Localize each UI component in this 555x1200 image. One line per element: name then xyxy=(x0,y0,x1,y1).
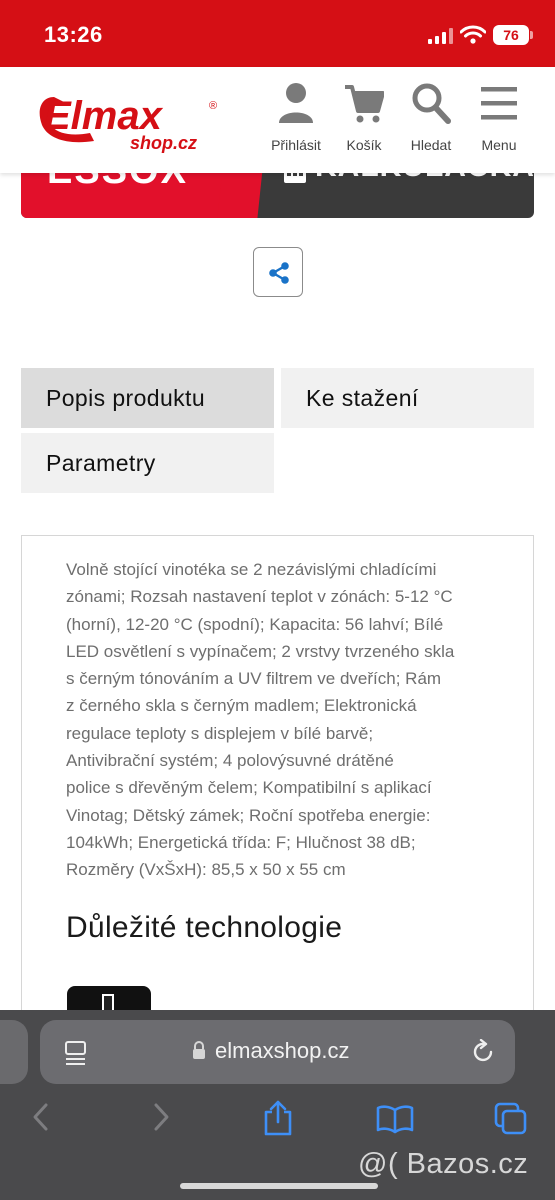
description-line: z černého skla s černým madlem; Elektronická xyxy=(66,696,417,716)
forward-icon[interactable] xyxy=(150,1102,172,1132)
elmax-shop-logo[interactable] xyxy=(34,87,224,153)
description-line: police s dřevěným čelem; Kompatibilní s aplikací xyxy=(66,778,432,798)
nav-cart-label: Košík xyxy=(346,137,382,153)
nav-menu-label: Menu xyxy=(481,137,517,153)
status-time: 13:26 xyxy=(44,22,103,47)
tab-product-description[interactable]: Popis produktu xyxy=(21,368,274,428)
nav-search-label: Hledat xyxy=(410,137,452,153)
nav-menu[interactable] xyxy=(463,81,535,153)
bazos-watermark: @( Bazos.cz xyxy=(358,1148,529,1180)
description-line: regulace teploty s displejem v bílé barvě; xyxy=(66,723,374,743)
status-bar xyxy=(0,0,555,67)
share-icon xyxy=(267,261,291,285)
cellular-signal-icon xyxy=(428,28,454,44)
page-menu-icon[interactable] xyxy=(64,1040,88,1066)
share-button[interactable] xyxy=(253,247,303,297)
home-indicator xyxy=(180,1183,378,1189)
battery-level: 76 xyxy=(503,27,519,43)
description-line: zónami; Rozsah nastavení teplot v zónách: 5-12 °C xyxy=(66,587,453,607)
important-technologies-heading: Důležité technologie xyxy=(66,911,343,944)
share-sheet-icon[interactable] xyxy=(262,1100,294,1136)
url-text: elmaxshop.cz xyxy=(215,1038,350,1063)
description-line: 104kWh; Energetická třída: F; Hlučnost 38 dB; xyxy=(66,832,416,852)
back-icon[interactable] xyxy=(30,1102,52,1132)
nav-login-label: Přihlásit xyxy=(271,137,321,153)
logo-sub-text: shop.cz xyxy=(130,133,198,153)
site-header xyxy=(0,67,555,173)
battery-tip xyxy=(530,31,533,39)
cart-icon xyxy=(344,81,384,125)
tabs-icon[interactable] xyxy=(494,1102,528,1136)
description-line: (horní), 12-20 °C (spodní); Kapacita: 56 lahví; Bílé xyxy=(66,614,444,634)
tab-downloads[interactable]: Ke stažení xyxy=(281,368,534,428)
previous-tab-preview[interactable] xyxy=(0,1020,28,1084)
reload-icon[interactable] xyxy=(470,1039,496,1065)
description-line: s černým tónováním a UV filtrem ve dveřích; Rám xyxy=(66,669,442,689)
nav-search[interactable] xyxy=(395,81,467,153)
product-description-text xyxy=(66,556,506,884)
description-line: LED osvětlení s vypínačem; 2 vrstvy tvrzeného skla xyxy=(66,641,455,661)
description-line: Antivibrační systém; 4 polovýsuvné drátěné xyxy=(66,751,394,771)
menu-icon xyxy=(479,81,519,125)
logo-main-text: Elmax xyxy=(44,94,162,138)
search-icon xyxy=(411,81,451,125)
address-bar[interactable] xyxy=(40,1020,515,1084)
user-icon xyxy=(276,81,316,125)
battery-icon xyxy=(493,25,529,45)
nav-cart[interactable] xyxy=(328,81,400,153)
logo-registered-mark: ® xyxy=(209,100,218,112)
description-line: Vinotag; Dětský zámek; Roční spotřeba energie: xyxy=(66,805,431,825)
bookmarks-icon[interactable] xyxy=(376,1104,414,1134)
wifi-icon xyxy=(460,25,486,45)
lock-icon xyxy=(192,1040,206,1060)
tab-parameters[interactable]: Parametry xyxy=(21,433,274,493)
description-line: Volně stojící vinotéka se 2 nezávislými chladícími xyxy=(66,560,437,579)
description-line: Rozměry (VxŠxH): 85,5 x 50 x 55 cm xyxy=(66,860,346,880)
nav-login[interactable] xyxy=(260,81,332,153)
